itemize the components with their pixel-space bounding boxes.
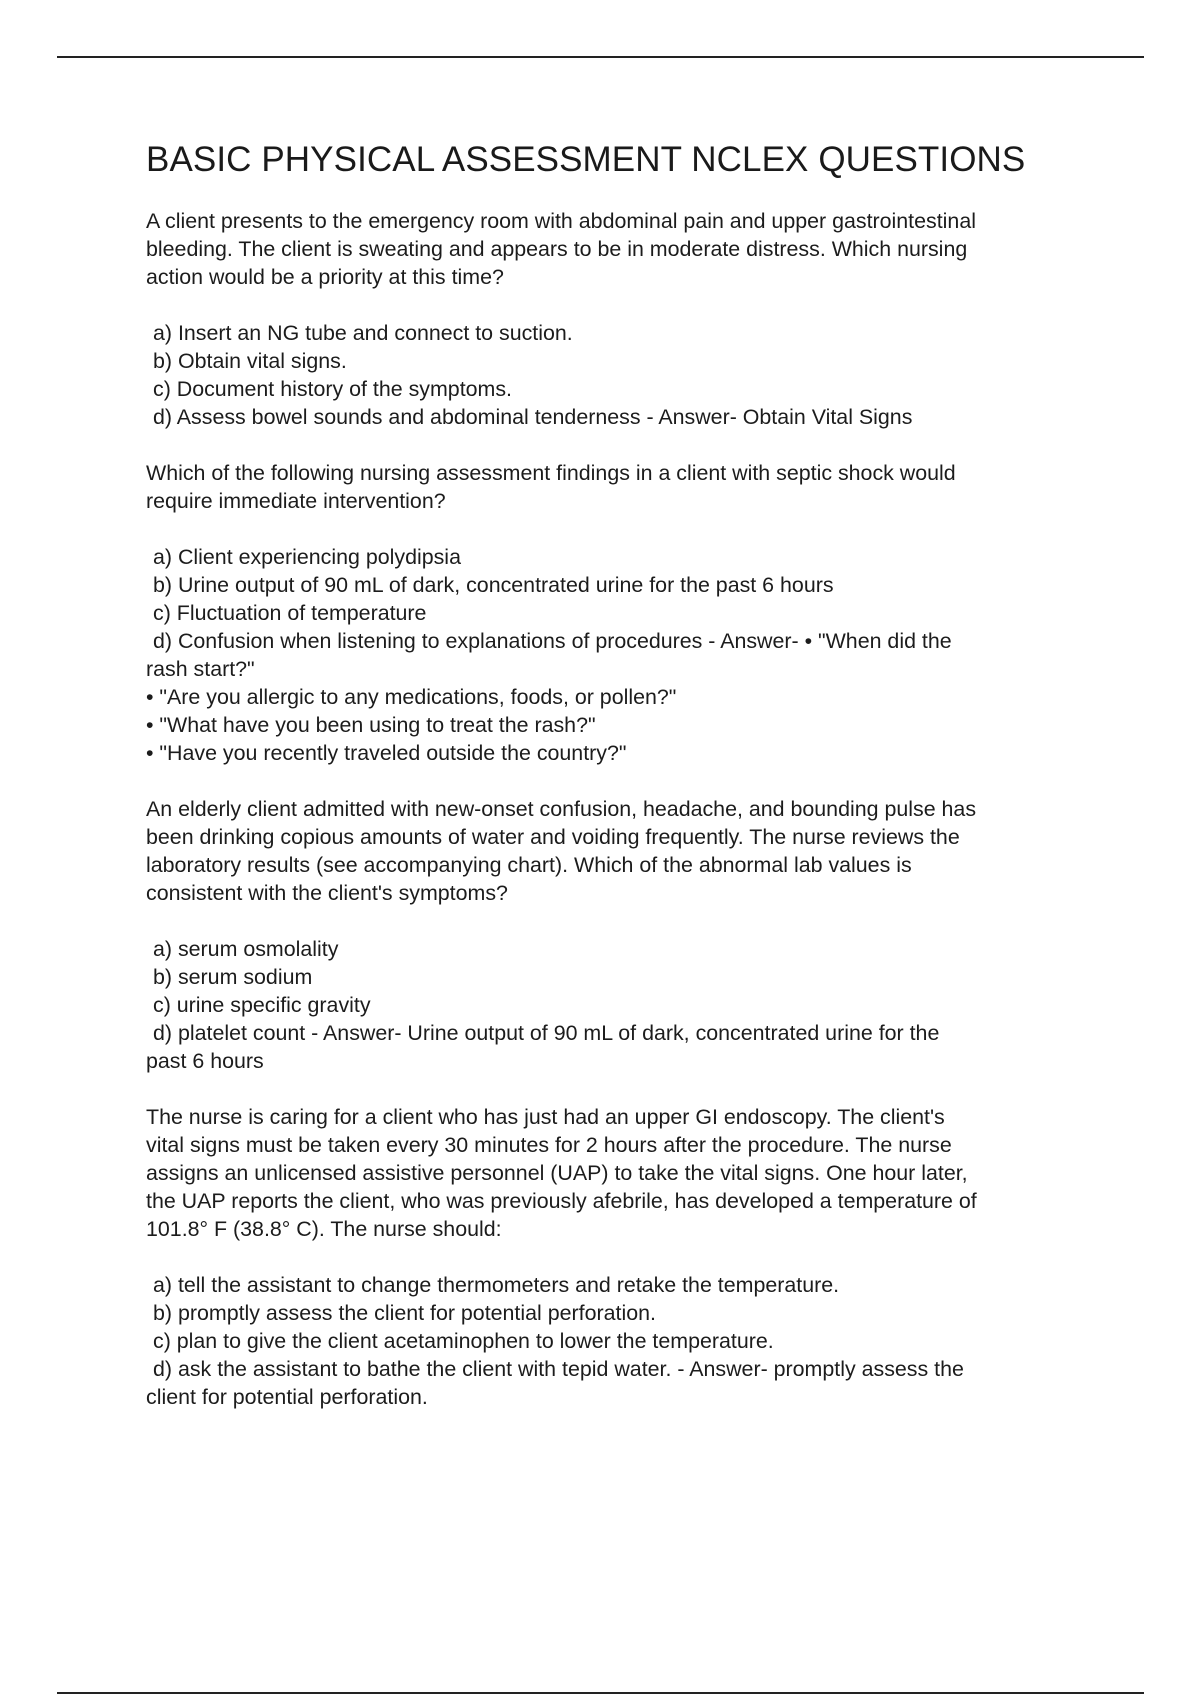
question-1-options [146,319,1096,431]
question-2 [146,459,1096,767]
question-3-option-a: a) serum osmolality [153,937,339,961]
question-4-option-b: b) promptly assess the client for potential perforation. [153,1301,656,1325]
question-4 [146,1103,1096,1411]
document-body [146,140,1096,1439]
question-4-options [146,1271,1096,1411]
bottom-rule [57,1692,1144,1694]
question-4-answer-continuation: client for potential perforation. [146,1385,428,1409]
question-2-stem: Which of the following nursing assessment findings in a client with septic shock would require immediate intervention? [146,461,956,513]
question-4-option-d-answer: d) ask the assistant to bathe the client with tepid water. - Answer- promptly assess the [153,1357,964,1381]
question-3-option-b: b) serum sodium [153,965,313,989]
document-title: BASIC PHYSICAL ASSESSMENT NCLEX QUESTIONS [146,140,1026,179]
question-1-option-d-answer: d) Assess bowel sounds and abdominal tenderness - Answer- Obtain Vital Signs [153,405,913,429]
question-1-stem: A client presents to the emergency room with abdominal pain and upper gastrointestinal bleeding. The client is sweating and appears to be in moderate distress. Which nursing action would be a priority at this time? [146,209,976,289]
question-3-answer-continuation: past 6 hours [146,1049,264,1073]
question-2-answer-bullet: • "Have you recently traveled outside the country?" [146,741,627,765]
question-3-options [146,935,1096,1075]
question-4-option-a: a) tell the assistant to change thermometers and retake the temperature. [153,1273,840,1297]
question-2-answer-bullet: • "What have you been using to treat the rash?" [146,713,596,737]
question-3-option-d-answer: d) platelet count - Answer- Urine output of 90 mL of dark, concentrated urine for the [153,1021,940,1045]
question-1-option-a: a) Insert an NG tube and connect to suction. [153,321,573,345]
question-1 [146,207,1096,431]
question-2-options [146,543,1096,767]
question-1-option-c: c) Document history of the symptoms. [153,377,513,401]
question-2-option-c: c) Fluctuation of temperature [153,601,427,625]
question-3-stem: An elderly client admitted with new-onset confusion, headache, and bounding pulse has been drinking copious amounts of water and voiding frequently. The nurse reviews the laboratory results (see accompanying chart). Which of the abnormal lab values is consistent with the client's symptoms? [146,797,977,905]
question-3 [146,795,1096,1075]
question-2-answer-bullet: • "Are you allergic to any medications, foods, or pollen?" [146,685,677,709]
top-rule [57,56,1144,58]
question-4-stem: The nurse is caring for a client who has just had an upper GI endoscopy. The client's vital signs must be taken every 30 minutes for 2 hours after the procedure. The nurse assigns an unlicensed assistive personnel (UAP) to take the vital signs. One hour later, the UAP reports the client, who was previously afebrile, has developed a temperature of 101.8° F (38.8° C). The nurse should: [146,1105,977,1241]
question-2-option-b: b) Urine output of 90 mL of dark, concentrated urine for the past 6 hours [153,573,834,597]
question-4-option-c: c) plan to give the client acetaminophen to lower the temperature. [153,1329,774,1353]
question-2-option-a: a) Client experiencing polydipsia [153,545,461,569]
question-1-option-b: b) Obtain vital signs. [153,349,347,373]
question-3-option-c: c) urine specific gravity [153,993,371,1017]
question-2-answer-continuation: rash start?" [146,657,255,681]
question-2-option-d-answer: d) Confusion when listening to explanations of procedures - Answer- • "When did the [153,629,952,653]
